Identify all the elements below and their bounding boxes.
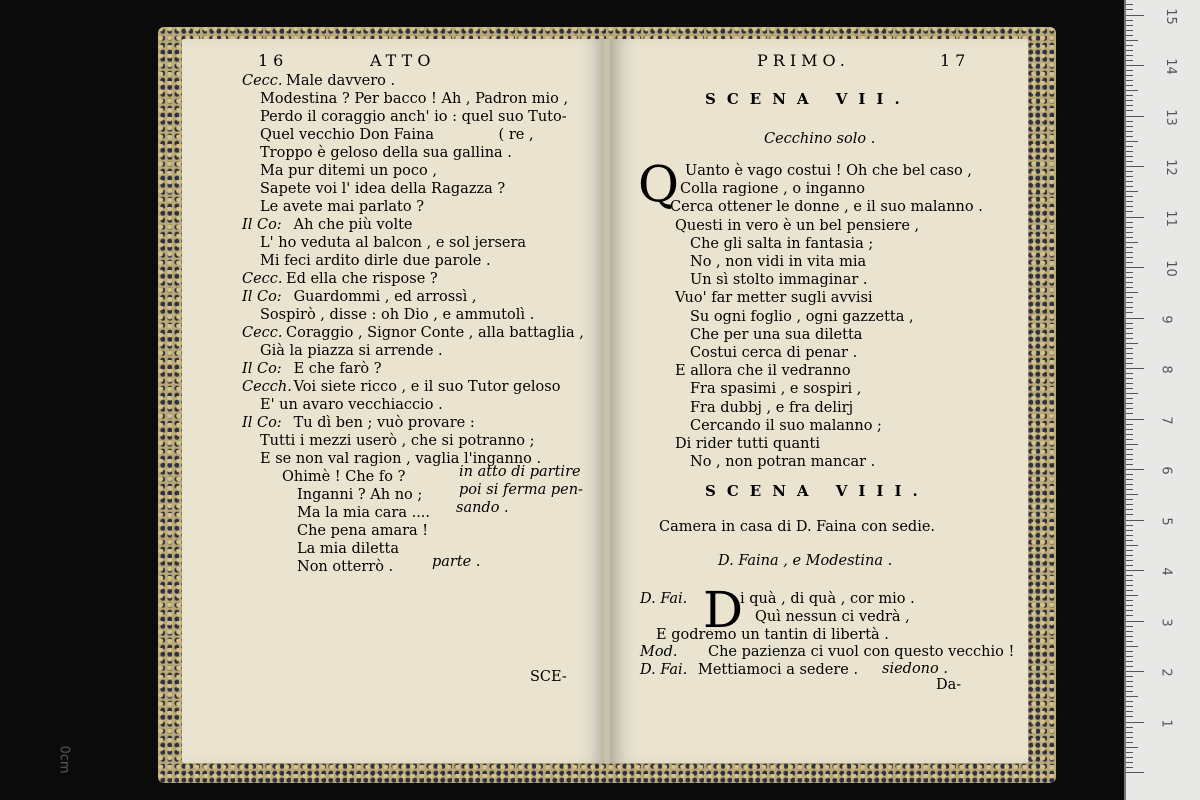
ruler-number: 6	[1158, 466, 1174, 475]
ruler-tick	[1126, 489, 1133, 490]
ruler-tick	[1126, 393, 1138, 394]
ruler-tick	[1126, 464, 1133, 465]
ruler-tick	[1126, 413, 1133, 414]
ruler-tick	[1126, 681, 1133, 682]
ruler-tick	[1126, 277, 1133, 278]
ruler-number: 8	[1158, 365, 1174, 374]
ruler-number: 2	[1158, 668, 1174, 677]
ruler-tick	[1126, 403, 1133, 404]
ruler-tick	[1126, 419, 1144, 420]
ruler-tick	[1126, 484, 1133, 485]
ruler-tick	[1126, 50, 1133, 51]
ruler-tick	[1126, 585, 1133, 586]
ruler-tick	[1126, 575, 1133, 576]
ruler-tick	[1126, 424, 1133, 425]
ruler-tick	[1126, 722, 1144, 723]
ruler-tick	[1126, 762, 1133, 763]
ruler-tick	[1126, 343, 1138, 344]
ruler-tick	[1126, 560, 1133, 561]
ruler-tick	[1126, 711, 1133, 712]
ruler-tick	[1126, 600, 1133, 601]
ruler-tick	[1126, 201, 1133, 202]
ruler-tick	[1126, 45, 1133, 46]
ruler-tick	[1126, 590, 1133, 591]
verse-line: Costui cerca di penar .	[690, 345, 858, 361]
verse-line: Colla ragione , o inganno	[680, 181, 865, 198]
ruler-tick	[1126, 232, 1133, 233]
verse-line: Ma pur ditemi un poco ,	[260, 163, 437, 179]
ruler-tick	[1126, 30, 1133, 31]
ruler-number: 15	[1162, 7, 1178, 25]
ruler-tick	[1126, 25, 1133, 26]
ruler-tick	[1126, 691, 1133, 692]
drop-cap: Q	[638, 155, 679, 213]
ruler-tick	[1126, 520, 1144, 521]
ruler-tick	[1126, 247, 1133, 248]
ruler-tick	[1126, 323, 1133, 324]
speaker-name: Cecc.	[242, 73, 283, 89]
ruler-tick	[1126, 171, 1133, 172]
ruler-tick	[1126, 454, 1133, 455]
ruler-tick	[1126, 747, 1138, 748]
ruler-tick	[1126, 80, 1133, 81]
ruler-tick	[1126, 318, 1144, 319]
verse-line: Troppo è geloso della sua gallina .	[260, 145, 512, 161]
ruler-tick	[1126, 378, 1133, 379]
scene-setting: Camera in casa di D. Faina con sedie.	[659, 519, 936, 535]
verse-line: Fra dubbj , e fra delirj	[690, 399, 854, 416]
ruler-tick	[1126, 287, 1133, 288]
ruler-tick	[1126, 353, 1133, 354]
ruler-tick	[1126, 181, 1133, 182]
verse-line: Perdo il coraggio anch' io : quel suo Tuto-	[260, 109, 567, 125]
scene-cast: D. Faina , e Modestina .	[718, 553, 893, 569]
verse-line: Questi in vero è un bel pensiere ,	[675, 217, 920, 234]
ruler-tick	[1126, 126, 1133, 127]
ruler-number: 9	[1158, 314, 1174, 324]
ruler-tick	[1126, 439, 1133, 440]
ruler-tick	[1126, 408, 1133, 409]
catchword-right: Da-	[936, 677, 962, 693]
ruler-tick	[1126, 161, 1133, 162]
verse-line: Un sì stolto immaginar .	[690, 272, 868, 289]
ruler-tick	[1126, 156, 1133, 157]
ruler-tick	[1126, 499, 1133, 500]
ruler-tick	[1126, 141, 1138, 142]
ruler-tick	[1126, 90, 1138, 91]
verse-line: Ed ella che rispose ?	[286, 271, 438, 287]
ruler-tick	[1126, 85, 1133, 86]
drop-cap: D	[703, 581, 744, 639]
ruler-tick	[1126, 444, 1138, 445]
ruler-tick	[1126, 641, 1133, 642]
verse-line: Ma la mia cara ....	[297, 505, 431, 521]
ruler-tick	[1126, 459, 1133, 460]
ruler-tick	[1126, 136, 1133, 137]
ruler-tick	[1126, 368, 1144, 369]
ruler-tick	[1126, 757, 1133, 758]
ruler-tick	[1126, 383, 1133, 384]
ruler-tick	[1126, 100, 1133, 101]
ruler-number: 7	[1158, 415, 1174, 425]
ruler-tick	[1126, 474, 1133, 475]
ruler-tick	[1126, 242, 1138, 243]
ruler-tick	[1126, 767, 1133, 768]
page-number-left: 16	[258, 51, 289, 70]
catchword-left: SCE-	[530, 669, 567, 685]
ruler-tick	[1126, 535, 1133, 536]
ruler-tick	[1126, 196, 1133, 197]
verse-line: Tu dì ben ; vuò provare :	[293, 415, 475, 431]
ruler-tick	[1126, 772, 1144, 773]
ruler-tick	[1126, 530, 1133, 531]
ruler-tick	[1126, 75, 1133, 76]
ruler-tick	[1126, 348, 1133, 349]
ruler-tick	[1126, 469, 1144, 470]
speaker-name: Cecc.	[242, 271, 283, 287]
ruler-tick	[1126, 666, 1133, 667]
ruler-tick	[1126, 35, 1133, 36]
verse-line: Fra spasimi , e sospiri ,	[690, 381, 862, 398]
verse-line: Modestina ? Per bacco ! Ah , Padron mio ,	[260, 91, 569, 107]
ruler-tick	[1126, 4, 1133, 5]
verse-line: Già la piazza si arrende .	[260, 343, 443, 359]
ruler-tick	[1126, 656, 1133, 657]
ruler-tick	[1126, 176, 1133, 177]
ruler-tick	[1126, 621, 1144, 622]
ruler-tick	[1126, 555, 1133, 556]
ruler-tick	[1126, 550, 1133, 551]
scene-title: SCENA VII.	[705, 90, 911, 108]
ruler-number: 1	[1158, 718, 1174, 728]
ruler-tick	[1126, 297, 1133, 298]
ruler-tick	[1126, 222, 1133, 223]
ruler-tick	[1126, 479, 1133, 480]
ruler-tick	[1126, 105, 1133, 106]
verse-line: Mettiamoci a sedere .	[698, 662, 859, 678]
verse-line: Che per una sua diletta	[690, 326, 863, 343]
ruler-unit-label: 0cm	[56, 745, 72, 774]
ruler-tick	[1126, 55, 1133, 56]
ruler-tick	[1126, 9, 1133, 10]
verse-line: Sospirò , disse : oh Dio , e ammutolì .	[260, 307, 535, 323]
ruler-tick	[1126, 206, 1133, 207]
ruler-tick	[1126, 651, 1133, 652]
ruler-tick	[1126, 661, 1133, 662]
ruler-number: 13	[1162, 108, 1178, 126]
ruler-tick	[1126, 292, 1138, 293]
ruler-tick	[1126, 151, 1133, 152]
ruler-tick	[1126, 257, 1133, 258]
ruler-tick	[1126, 252, 1133, 253]
ruler-tick	[1126, 565, 1133, 566]
page-number-right: 17	[940, 51, 971, 70]
stage-direction: in atto di partire	[459, 464, 581, 480]
verse-line: Che pena amara !	[297, 523, 429, 539]
ruler-tick	[1126, 605, 1133, 606]
ruler-tick	[1126, 727, 1133, 728]
ruler-number: 5	[1158, 516, 1174, 526]
ruler-tick	[1126, 509, 1133, 510]
ruler-tick	[1126, 262, 1133, 263]
ruler-tick	[1126, 595, 1138, 596]
ruler-tick	[1126, 716, 1133, 717]
ruler-tick	[1126, 70, 1133, 71]
ruler-tick	[1126, 338, 1133, 339]
ruler-tick	[1126, 610, 1133, 611]
speaker-name: Mod.	[640, 644, 678, 660]
ruler-tick	[1126, 494, 1138, 495]
ruler-tick	[1126, 312, 1133, 313]
ruler-number: 4	[1158, 567, 1174, 576]
verse-line: L' ho veduta al balcon , e sol jersera	[260, 235, 527, 251]
ruler-tick	[1126, 211, 1133, 212]
ruler-tick	[1126, 186, 1133, 187]
ruler-tick	[1126, 95, 1133, 96]
speaker-name: Cecc.	[242, 325, 283, 341]
verse-line: Guardommi , ed arrossì ,	[293, 289, 477, 305]
ruler-tick	[1126, 373, 1133, 374]
verse-line: La mia diletta	[297, 541, 399, 557]
ruler-tick	[1126, 65, 1144, 66]
verse-line: E' un avaro vecchiaccio .	[260, 397, 443, 413]
ruler-tick	[1126, 15, 1144, 16]
ruler-number: 11	[1162, 209, 1178, 227]
speaker-name: Il Co:	[242, 217, 282, 233]
verse-line: E allora che il vedranno	[675, 363, 851, 380]
ruler-tick	[1126, 398, 1133, 399]
ruler-tick	[1126, 131, 1133, 132]
ruler-tick	[1126, 146, 1133, 147]
ruler-tick	[1126, 217, 1144, 218]
ruler-tick	[1126, 302, 1133, 303]
verse-line: E che farò ?	[293, 361, 382, 377]
stage-direction: siedono .	[882, 661, 948, 677]
ruler-tick	[1126, 282, 1133, 283]
ruler-tick	[1126, 686, 1133, 687]
ruler-tick	[1126, 307, 1133, 308]
ruler-tick	[1126, 116, 1144, 117]
verse-line: Su ogni foglio , ogni gazzetta ,	[690, 308, 914, 325]
ruler-tick	[1126, 752, 1133, 753]
verse-line: Le avete mai parlato ?	[260, 199, 424, 215]
verse-line: Che gli salta in fantasia ;	[690, 235, 874, 252]
verse-line: Tutti i mezzi userò , che si potranno ;	[260, 433, 535, 449]
stage-direction: parte .	[432, 554, 481, 570]
verse-line: Mi feci ardito dirle due parole .	[260, 253, 491, 269]
verse-line: Di rider tutti quanti	[675, 436, 820, 452]
verse-line: Ohimè ! Che fo ?	[282, 469, 406, 485]
verse-line: Male davvero .	[286, 73, 396, 89]
verse-line: E godremo un tantin di libertà .	[656, 627, 889, 643]
ruler-number: 14	[1162, 58, 1178, 75]
running-head-left: ATTO	[370, 51, 436, 70]
speaker-name: Il Co:	[242, 361, 282, 377]
ruler-tick	[1126, 701, 1133, 702]
ruler-tick	[1126, 540, 1133, 541]
ruler-tick	[1126, 60, 1133, 61]
verse-line: Sapete voi l' idea della Ragazza ?	[260, 181, 506, 197]
ruler-tick	[1126, 20, 1133, 21]
speaker-name: Il Co:	[242, 415, 282, 431]
ruler-tick	[1126, 328, 1133, 329]
verse-line: Cercando il suo malanno ;	[690, 417, 882, 434]
ruler-number: 12	[1162, 159, 1178, 176]
speaker-name: Il Co:	[242, 289, 282, 305]
ruler-tick	[1126, 545, 1138, 546]
scene-title: SCENA VIII.	[705, 482, 929, 500]
ruler-tick	[1126, 166, 1144, 167]
verse-line: Inganni ? Ah no ;	[297, 487, 423, 503]
ruler-tick	[1126, 646, 1138, 647]
ruler-tick	[1126, 504, 1133, 505]
ruler-tick	[1126, 429, 1133, 430]
verse-line: Non otterrò .	[297, 559, 394, 575]
verse-line: No , non vidi in vita mia	[690, 254, 867, 270]
stage-direction: sando .	[456, 500, 509, 516]
scene-cast: Cecchino solo .	[764, 131, 876, 147]
ruler-tick	[1126, 732, 1133, 733]
speaker-name: D. Fai.	[640, 662, 688, 678]
ruler-tick	[1126, 267, 1144, 268]
ruler-tick	[1126, 636, 1133, 637]
ruler-tick	[1126, 191, 1138, 192]
verse-line: Coraggio , Signor Conte , alla battaglia ,	[286, 325, 584, 341]
ruler-number: 3	[1158, 617, 1174, 627]
ruler-tick	[1126, 333, 1133, 334]
verse-line: E se non val ragion , vaglia l'inganno .	[260, 451, 542, 467]
ruler-tick	[1126, 626, 1133, 627]
ruler-tick	[1126, 363, 1133, 364]
ruler-tick	[1126, 631, 1133, 632]
verse-line: Ah che più volte	[293, 217, 413, 233]
stage-direction: poi si ferma pen-	[459, 482, 583, 498]
ruler-tick	[1126, 580, 1133, 581]
verse-line: Voi siete ricco , e il suo Tutor geloso	[293, 379, 561, 395]
ruler-tick	[1126, 110, 1133, 111]
ruler-tick	[1126, 671, 1144, 672]
verse-line: No , non potran mancar .	[690, 454, 876, 471]
ruler-tick	[1126, 615, 1133, 616]
ruler-tick	[1126, 227, 1133, 228]
verse-line: Quì nessun ci vedrà ,	[755, 609, 910, 625]
ruler-tick	[1126, 237, 1133, 238]
speaker-name: D. Fai.	[640, 591, 688, 607]
ruler-tick	[1126, 514, 1133, 515]
speaker-name: Cecch.	[242, 379, 292, 395]
ruler-number: 10	[1162, 260, 1178, 277]
ruler-tick	[1126, 434, 1133, 435]
ruler-tick	[1126, 742, 1133, 743]
ruler-tick	[1126, 121, 1133, 122]
ruler-tick	[1126, 358, 1133, 359]
verse-line: i quà , di quà , cor mio .	[740, 591, 915, 607]
ruler-tick	[1126, 696, 1138, 697]
verse-line: Uanto è vago costui ! Oh che bel caso ,	[685, 163, 972, 179]
ruler-tick	[1126, 706, 1133, 707]
verse-line: Cerca ottener le donne , e il suo malanno .	[670, 199, 983, 216]
running-head-right: PRIMO.	[757, 51, 850, 70]
ruler-tick	[1126, 388, 1133, 389]
ruler-tick	[1126, 272, 1133, 273]
ruler-tick	[1126, 676, 1133, 677]
verse-line: Vuo' far metter sugli avvisi	[675, 290, 873, 307]
ruler-tick	[1126, 737, 1133, 738]
ruler-tick	[1126, 525, 1133, 526]
verse-line: Quel vecchio Don Faina ( re ,	[260, 127, 534, 143]
ruler-tick	[1126, 40, 1138, 41]
verse-line: Che pazienza ci vuol con questo vecchio !	[708, 644, 1015, 660]
ruler-tick	[1126, 570, 1144, 571]
ruler-tick	[1126, 449, 1133, 450]
